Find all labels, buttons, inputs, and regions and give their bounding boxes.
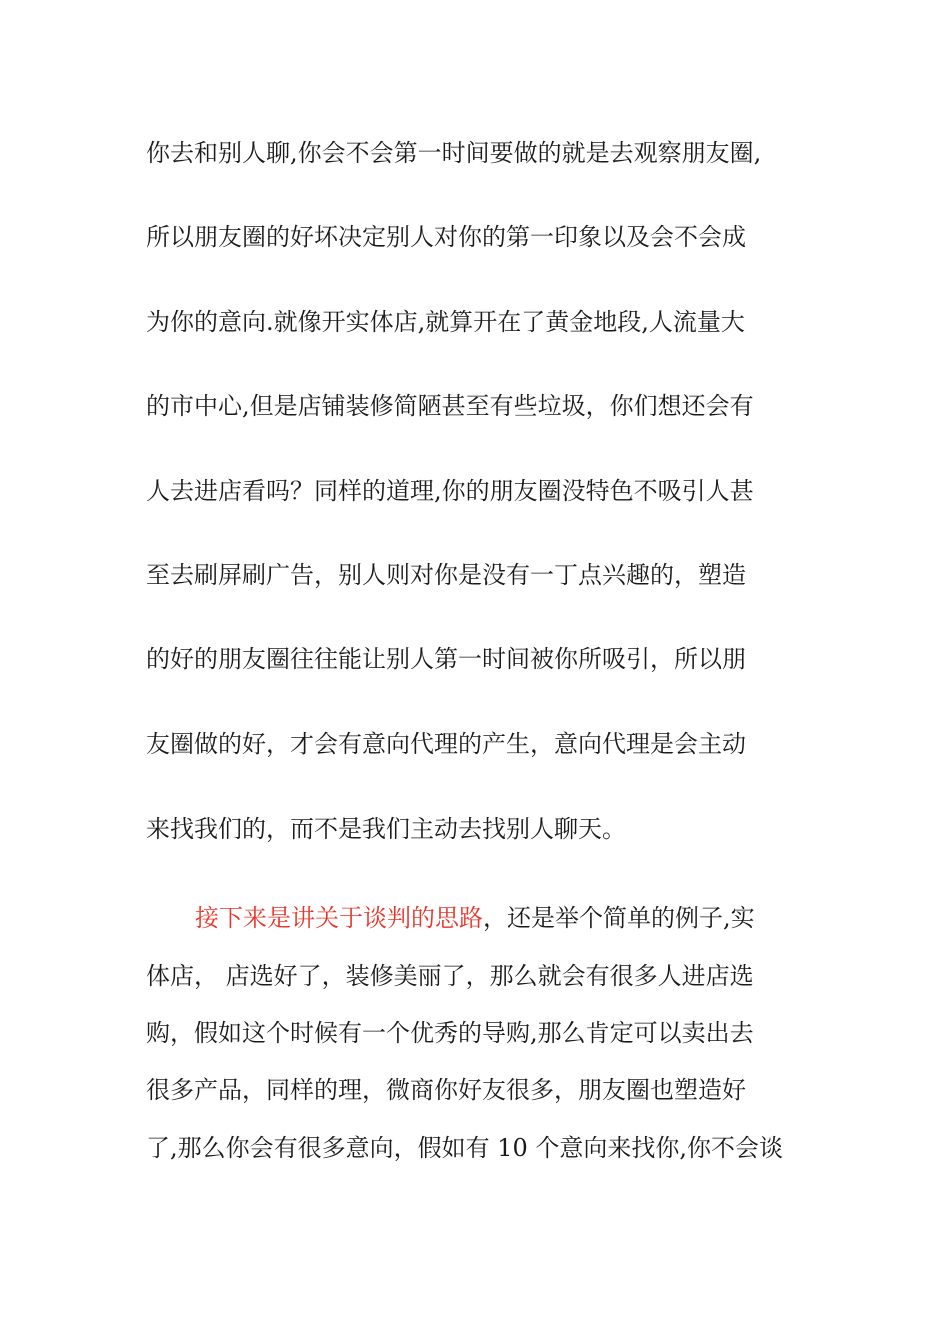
paragraph-2-line-1-rest: ，还是举个简单的例子,实 — [483, 904, 755, 932]
paragraph-1-line-5: 人去进店看吗？同样的道理,你的朋友圈没特色不吸引人甚 — [146, 477, 754, 505]
paragraph-1-line-7: 的好的朋友圈往往能让别人第一时间被你所吸引，所以朋 — [146, 645, 746, 673]
paragraph-2-line-1 — [195, 903, 755, 933]
paragraph-2-line-5: 了,那么你会有很多意向，假如有 10 个意向来找你,你不会谈 — [146, 1134, 784, 1162]
paragraph-1-line-1: 你去和别人聊,你会不会第一时间要做的就是去观察朋友圈, — [146, 139, 762, 167]
paragraph-1-line-2: 所以朋友圈的好坏决定别人对你的第一印象以及会不会成 — [146, 223, 746, 251]
paragraph-1-line-3: 为你的意向.就像开实体店,就算开在了黄金地段,人流量大 — [146, 308, 745, 336]
paragraph-1-line-8: 友圈做的好，才会有意向代理的产生，意向代理是会主动 — [146, 730, 746, 758]
paragraph-1-line-9: 来找我们的，而不是我们主动去找别人聊天。 — [146, 815, 626, 843]
highlighted-phrase: 接下来是讲关于谈判的思路 — [195, 904, 483, 932]
paragraph-1-line-6: 至去刷屏刷广告，别人则对你是没有一丁点兴趣的，塑造 — [146, 561, 746, 589]
paragraph-1-line-4: 的市中心,但是店铺装修简陋甚至有些垃圾，你们想还会有 — [146, 392, 754, 420]
paragraph-2-line-4: 很多产品，同样的理，微商你好友很多，朋友圈也塑造好 — [146, 1076, 746, 1104]
paragraph-2-line-3: 购，假如这个时候有一个优秀的导购,那么肯定可以卖出去 — [146, 1019, 754, 1047]
paragraph-2-line-2: 体店， 店选好了，装修美丽了，那么就会有很多人进店选 — [146, 962, 754, 990]
